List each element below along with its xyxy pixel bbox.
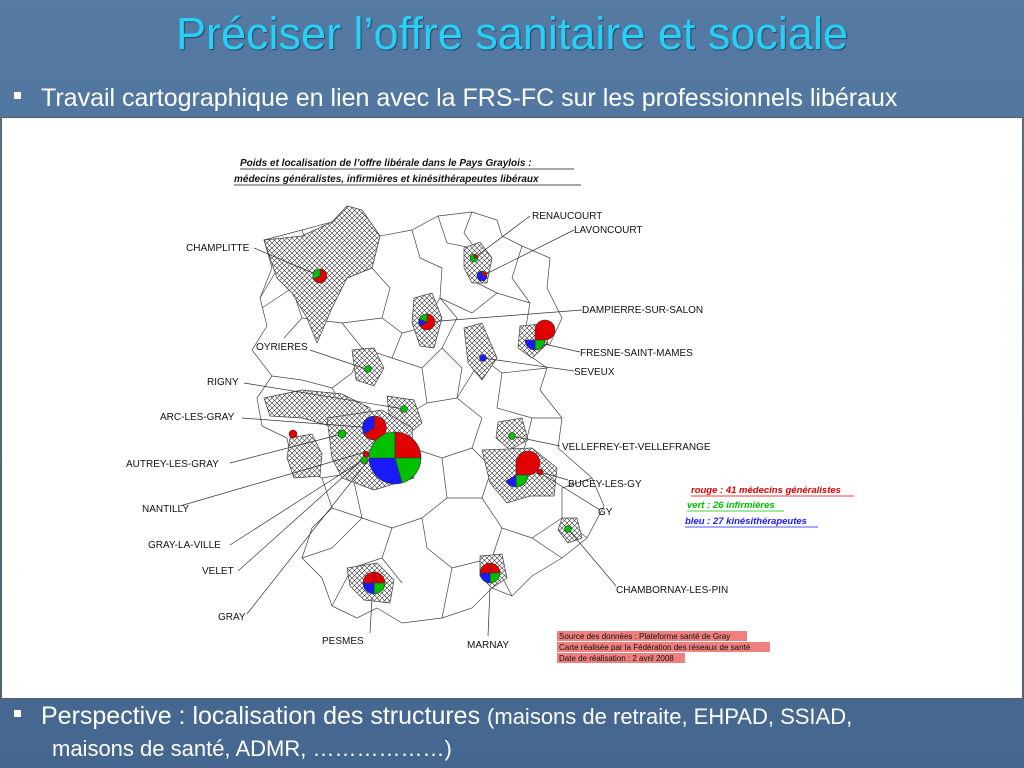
label-gy: GY [598, 507, 613, 518]
pie-bucey-small [537, 469, 543, 475]
label-vellefrey: VELLEFREY-ET-VELLEFRANGE [562, 442, 711, 453]
bullet-perspective-continuation: maisons de santé, ADMR, ………………) [52, 736, 452, 761]
label-marnay: MARNAY [467, 640, 510, 651]
bullet-cartography-text: Travail cartographique en lien avec la FRS-FC sur les professionnels libéraux [41, 84, 898, 112]
slide-title: Préciser l’offre sanitaire et sociale [176, 8, 848, 59]
pie-dampierre [419, 314, 435, 330]
bullet-square-icon [14, 92, 21, 99]
map-legend [685, 485, 854, 527]
pie-pesmes [363, 572, 385, 594]
legend-green: vert : 26 infirmières [687, 500, 775, 511]
legend-red: rouge : 41 médecins généralistes [691, 485, 841, 496]
label-fresne: FRESNE-SAINT-MAMES [580, 348, 693, 359]
pie-velet [363, 451, 369, 457]
label-autrey: AUTREY-LES-GRAY [126, 459, 219, 470]
pie-nantilly [338, 430, 346, 438]
map-panel [1, 117, 1023, 699]
bullet-perspective [14, 700, 1014, 765]
area-seveux [464, 323, 497, 380]
pie-oyrieres [365, 366, 372, 373]
label-nantilly: NANTILLY [142, 504, 190, 515]
bullet-perspective-paren: (maisons de retraite, EHPAD, SSIAD, [487, 704, 853, 729]
map-title-line2: médecins généralistes, infirmières et kinésithérapeutes libéraux [234, 174, 539, 185]
source-line1: Source des données : Plateforme santé de Gray [559, 632, 731, 641]
pie-gray-la-ville [361, 457, 368, 464]
pie-lavoncourt [477, 271, 487, 281]
label-arc: ARC-LES-GRAY [160, 412, 235, 423]
label-bucey: BUCEY-LES-GY [568, 479, 642, 490]
pie-vellefrey [509, 433, 516, 440]
bullet-square-icon [14, 710, 21, 717]
label-seveux: SEVEUX [574, 367, 615, 378]
label-gray-la-ville: GRAY-LA-VILLE [148, 540, 221, 551]
graylois-map [2, 118, 1022, 698]
bullet-perspective-main: Perspective : localisation des structures [41, 702, 481, 730]
pie-autrey [289, 430, 297, 438]
pie-gray [369, 432, 421, 484]
label-velet: VELET [202, 566, 234, 577]
pie-renaucourt [470, 254, 478, 262]
pie-seveux [480, 355, 487, 362]
label-lavoncourt: LAVONCOURT [574, 225, 643, 236]
label-dampierre: DAMPIERRE-SUR-SALON [582, 305, 704, 316]
label-gray: GRAY [218, 612, 246, 623]
label-pesmes: PESMES [322, 636, 364, 647]
legend-blue: bleu : 27 kinésithérapeutes [685, 516, 807, 527]
label-oyrieres: OYRIERES [256, 342, 308, 353]
map-title-line1: Poids et localisation de l’offre libérale dans le Pays Graylois : [240, 158, 532, 169]
pie-marnay [480, 563, 500, 583]
label-rigny: RIGNY [207, 377, 239, 388]
source-line3: Date de réalisation : 2 avril 2008 [559, 654, 674, 663]
label-chambornay: CHAMBORNAY-LES-PIN [616, 585, 729, 596]
source-line2: Carte réalisée par la Fédération des réseaux de santé [559, 643, 751, 652]
source-box [557, 631, 770, 663]
label-renaucourt: RENAUCOURT [532, 211, 603, 222]
label-champlitte: CHAMPLITTE [186, 243, 250, 254]
bullet-cartography [14, 84, 897, 113]
pie-champlitte [313, 269, 327, 283]
pie-gy [565, 526, 572, 533]
hatched-areas [264, 206, 582, 603]
pie-rigny [401, 406, 408, 413]
